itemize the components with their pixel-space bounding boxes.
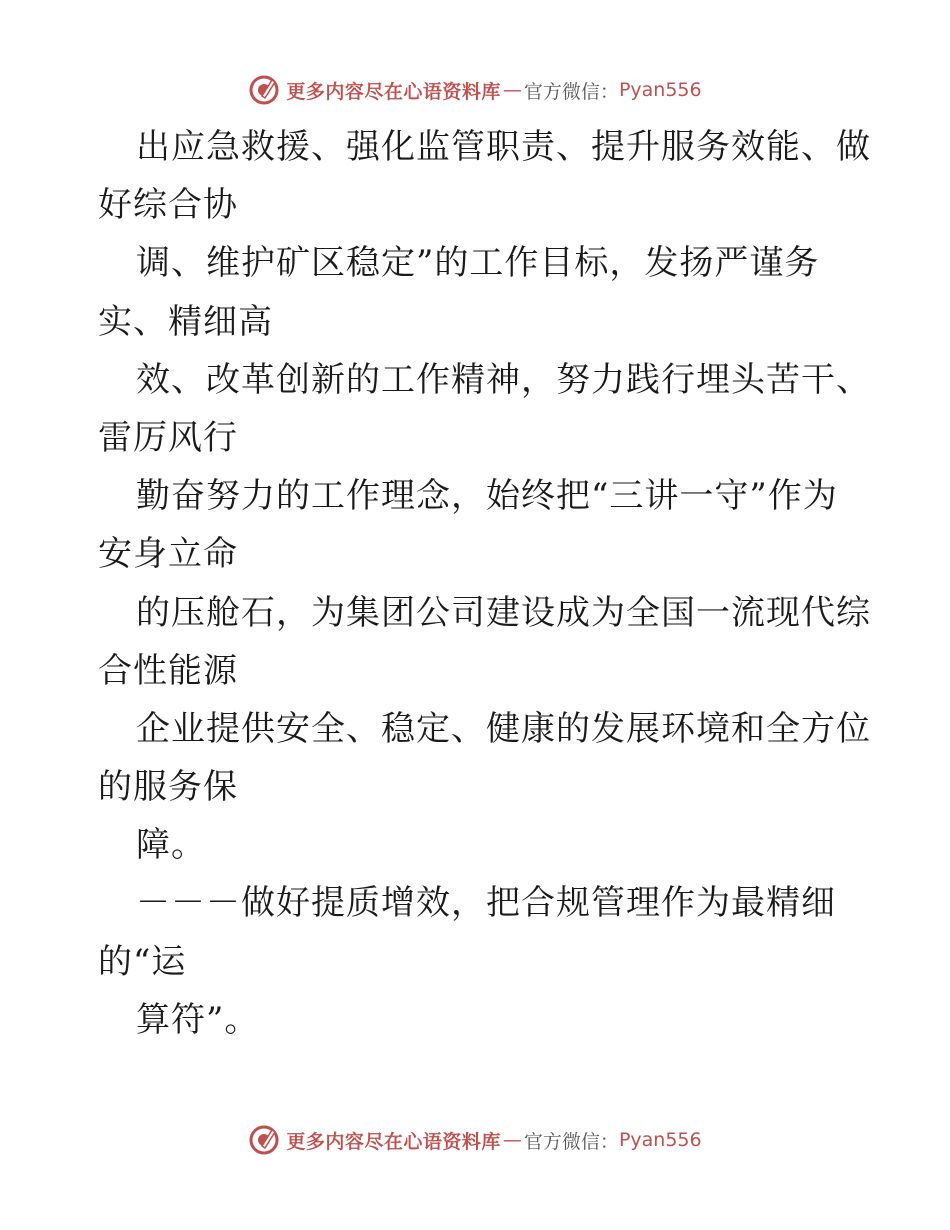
document-body xyxy=(98,118,871,1049)
watermark-dash: — xyxy=(502,79,522,101)
watermark-brand: 更多内容尽在心语资料库 xyxy=(286,1130,501,1153)
text-line: 合性能源 xyxy=(98,650,238,691)
text-line: 的服务保 xyxy=(98,767,238,808)
text-line: 效、改革创新的工作精神，努力践行埋头苦干、 xyxy=(136,359,871,400)
text-line: 的压舱石，为集团公司建设成为全国一流现代综 xyxy=(136,592,871,633)
text-line: 雷厉风行 xyxy=(98,417,238,458)
text-line: 勤奋努力的工作理念，始终把“三讲一守”作为 xyxy=(136,476,838,517)
watermark-dash: — xyxy=(502,1129,522,1151)
text-line: 的“运 xyxy=(98,941,187,982)
text-line: －－－做好提质增效，把合规管理作为最精细 xyxy=(136,883,836,924)
watermark-label: 官方微信： xyxy=(523,1130,619,1153)
text-line: 好综合协 xyxy=(98,185,238,226)
text-line: 障。 xyxy=(136,825,206,866)
text-line: 算符”。 xyxy=(136,999,260,1040)
watermark-wechat-id: Pyan556 xyxy=(618,1129,702,1151)
text-line: 企业提供安全、稳定、健康的发展环境和全方位 xyxy=(136,708,871,749)
header-watermark xyxy=(0,70,950,110)
watermark-wechat-id: Pyan556 xyxy=(618,79,702,101)
watermark-brand: 更多内容尽在心语资料库 xyxy=(286,80,501,103)
text-line: 调、维护矿区稳定”的工作目标，发扬严谨务 xyxy=(136,243,820,284)
text-line: 安身立命 xyxy=(98,534,238,575)
text-line: 出应急救援、强化监管职责、提升服务效能、做 xyxy=(136,127,871,167)
brand-logo-icon xyxy=(248,74,280,106)
text-line: 实、精细高 xyxy=(98,301,273,342)
footer-watermark xyxy=(0,1120,950,1160)
watermark-label: 官方微信： xyxy=(523,80,619,103)
brand-logo-icon xyxy=(248,1124,280,1156)
